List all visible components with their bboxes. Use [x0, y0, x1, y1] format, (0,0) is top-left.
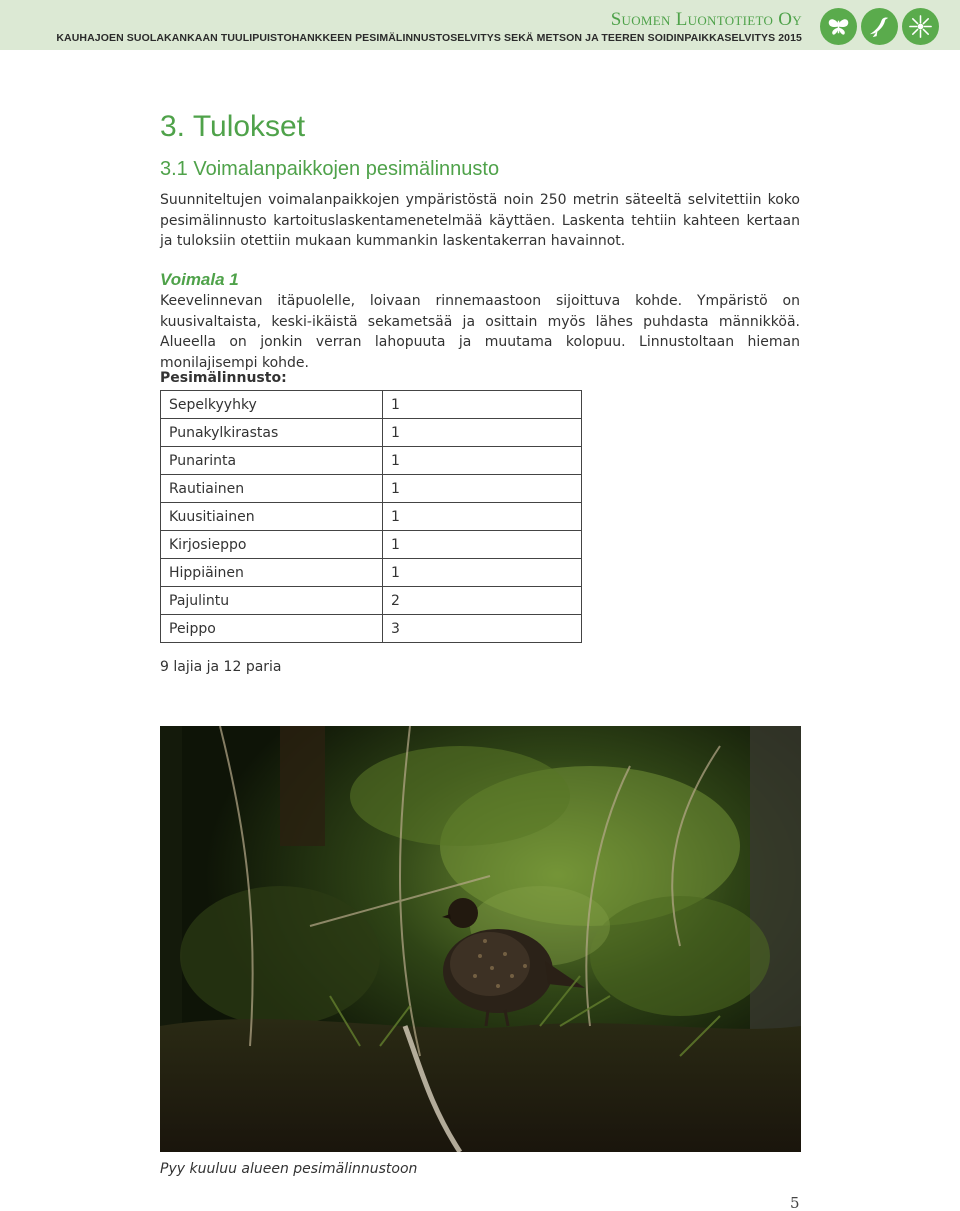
hazel-grouse-photo — [160, 726, 801, 1152]
header-band — [0, 0, 960, 50]
species-name: Punarinta — [161, 447, 383, 475]
birds-label: Pesimälinnusto: — [160, 370, 287, 386]
species-table — [160, 390, 582, 643]
species-name: Hippiäinen — [161, 559, 383, 587]
voimala-heading: Voimala 1 — [160, 270, 239, 289]
species-name: Sepelkyyhky — [161, 391, 383, 419]
page-number: 5 — [790, 1194, 800, 1211]
table-row — [161, 391, 582, 419]
logo-row — [820, 8, 939, 45]
table-row — [161, 475, 582, 503]
species-name: Kuusitiainen — [161, 503, 383, 531]
species-name: Punakylkirastas — [161, 419, 383, 447]
pair-count: 1 — [383, 503, 582, 531]
table-row — [161, 419, 582, 447]
pair-count: 1 — [383, 391, 582, 419]
plant-icon — [902, 8, 939, 45]
table-row — [161, 503, 582, 531]
table-row — [161, 559, 582, 587]
section-heading: 3. Tulokset — [160, 110, 306, 143]
table-row — [161, 447, 582, 475]
bird-icon — [861, 8, 898, 45]
table-row — [161, 615, 582, 643]
species-name: Kirjosieppo — [161, 531, 383, 559]
company-name: Suomen Luontotieto Oy — [610, 9, 802, 30]
butterfly-icon — [820, 8, 857, 45]
photo-caption: Pyy kuuluu alueen pesimälinnustoon — [160, 1161, 418, 1177]
pair-count: 3 — [383, 615, 582, 643]
pair-count: 1 — [383, 559, 582, 587]
pair-count: 1 — [383, 447, 582, 475]
report-title: KAUHAJOEN SUOLAKANKAAN TUULIPUISTOHANKKEEN PESIMÄLINNUSTOSELVITYS SEKÄ METSON JA TEEREN SOIDINPAIKKASELVITYS 2015 — [56, 32, 802, 44]
pair-count: 2 — [383, 587, 582, 615]
table-row — [161, 587, 582, 615]
pair-count: 1 — [383, 419, 582, 447]
species-name: Rautiainen — [161, 475, 383, 503]
species-summary: 9 lajia ja 12 paria — [160, 659, 282, 675]
voimala-description: Keevelinnevan itäpuolelle, loivaan rinnemaastoon sijoittuva kohde. Ympäristö on kuusivaltaista, keski-ikäistä sekametsää ja osittain myös lähes puhdasta männikköä. Alueella on jonkin verran lahopuuta ja muutama kolopuu. Linnustoltaan hieman monilajisempi kohde. — [160, 293, 800, 371]
species-name: Pajulintu — [161, 587, 383, 615]
pair-count: 1 — [383, 531, 582, 559]
pair-count: 1 — [383, 475, 582, 503]
species-name: Peippo — [161, 615, 383, 643]
table-row — [161, 531, 582, 559]
intro-paragraph: Suunniteltujen voimalanpaikkojen ympäristöstä noin 250 metrin säteeltä selvitettiin koko pesimälinnusto kartoituslaskentamenetelmää käyttäen. Laskenta tehtiin kahteen kertaan ja tuloksiin otettiin mukaan kummankin laskentakerran havainnot. — [160, 192, 800, 249]
subsection-heading: 3.1 Voimalanpaikkojen pesimälinnusto — [160, 158, 500, 180]
